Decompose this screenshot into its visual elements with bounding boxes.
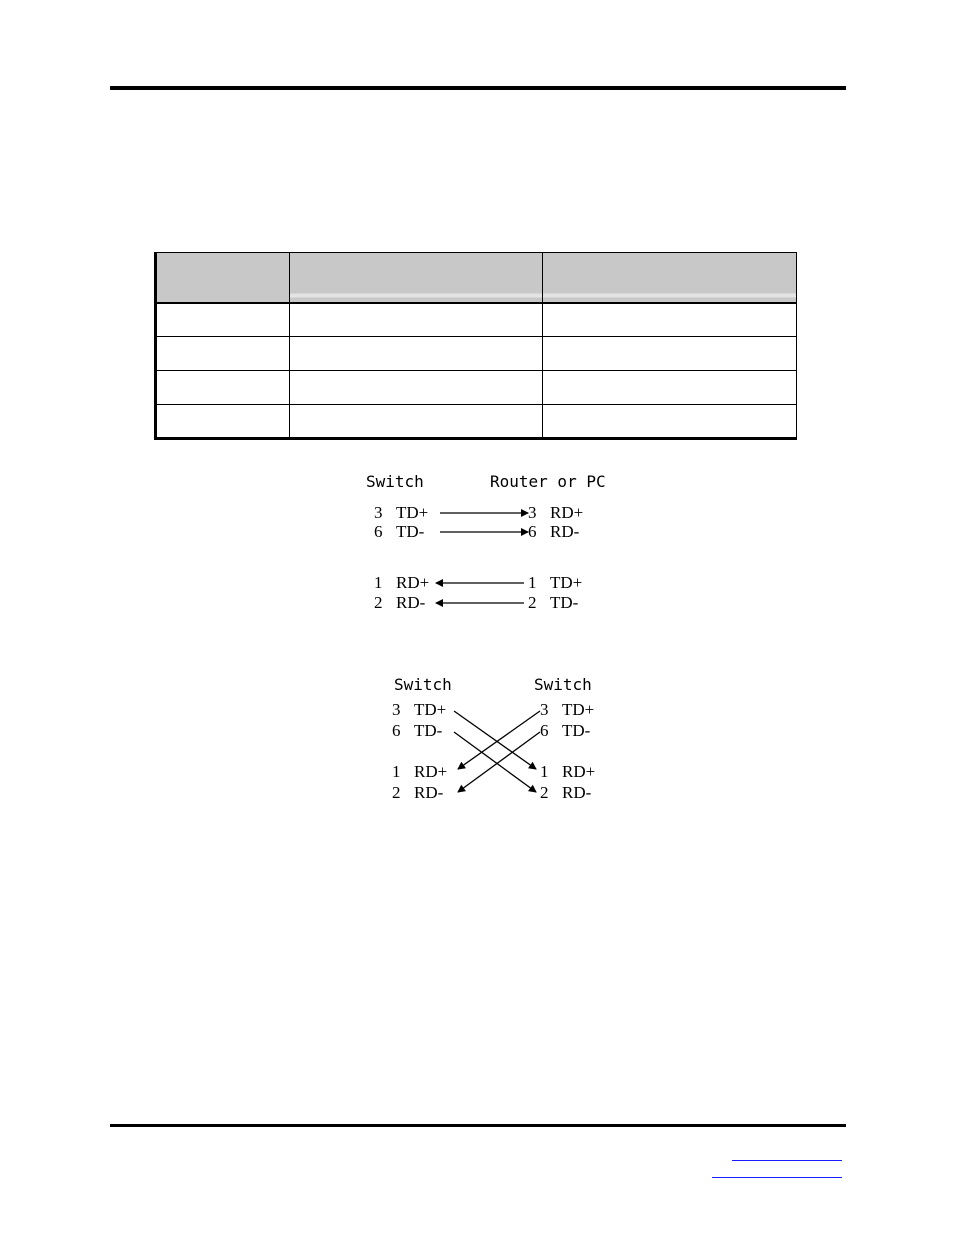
table-row xyxy=(156,371,797,405)
pin-number: 2 xyxy=(540,783,549,802)
footer-link[interactable] xyxy=(732,1160,842,1161)
left-device-title: Switch xyxy=(394,675,452,694)
signal-label: TD+ xyxy=(550,573,583,592)
table-cell xyxy=(543,371,797,405)
pin-number: 3 xyxy=(540,700,549,719)
table-header-cell xyxy=(156,253,290,303)
right-device-title: Switch xyxy=(534,675,592,694)
cross-arrow xyxy=(458,732,540,792)
signal-label: RD+ xyxy=(562,762,596,781)
pin-number: 1 xyxy=(528,573,537,592)
signal-label: TD+ xyxy=(396,503,429,522)
signal-label: TD+ xyxy=(414,700,447,719)
table-header-cell xyxy=(543,253,797,303)
table-header-row xyxy=(156,253,797,303)
pin-assignment-table xyxy=(154,252,797,440)
table-cell xyxy=(156,371,290,405)
table-row xyxy=(156,303,797,337)
crossover-diagram xyxy=(386,668,626,808)
pin-number: 1 xyxy=(374,573,383,592)
left-device-title: Switch xyxy=(366,472,424,491)
table-row xyxy=(156,337,797,371)
pin-number: 1 xyxy=(540,762,549,781)
straight-through-svg xyxy=(360,466,640,616)
pin-number: 3 xyxy=(528,503,537,522)
signal-label: RD- xyxy=(550,522,580,541)
table-cell xyxy=(156,405,290,439)
signal-label: RD- xyxy=(562,783,592,802)
pin-number: 2 xyxy=(392,783,401,802)
signal-label: TD- xyxy=(414,721,443,740)
signal-label: TD- xyxy=(396,522,425,541)
right-device-title: Router or PC xyxy=(490,472,606,491)
pin-number: 6 xyxy=(374,522,383,541)
signal-label: TD+ xyxy=(562,700,595,719)
footer-rule xyxy=(110,1124,846,1127)
pin-number: 6 xyxy=(392,721,401,740)
signal-label: RD+ xyxy=(396,573,430,592)
cross-arrow xyxy=(454,732,536,792)
pin-number: 1 xyxy=(392,762,401,781)
signal-label: RD- xyxy=(396,593,426,612)
signal-label: RD+ xyxy=(414,762,448,781)
table-cell xyxy=(543,303,797,337)
footer-link[interactable] xyxy=(712,1177,842,1178)
signal-label: RD+ xyxy=(550,503,584,522)
table-cell xyxy=(290,371,543,405)
table-cell xyxy=(290,405,543,439)
header-rule xyxy=(110,86,846,90)
table-cell xyxy=(156,337,290,371)
table-header-cell xyxy=(290,253,543,303)
table-cell xyxy=(543,405,797,439)
signal-label: TD- xyxy=(562,721,591,740)
table-row xyxy=(156,405,797,439)
pin-number: 6 xyxy=(528,522,537,541)
crossover-svg xyxy=(386,668,626,808)
cross-arrow xyxy=(458,711,540,769)
signal-label: TD- xyxy=(550,593,579,612)
pin-number: 2 xyxy=(528,593,537,612)
cross-arrow xyxy=(454,711,536,769)
pin-number: 3 xyxy=(374,503,383,522)
straight-through-diagram xyxy=(360,466,640,616)
signal-label: RD- xyxy=(414,783,444,802)
table-cell xyxy=(290,337,543,371)
pin-number: 2 xyxy=(374,593,383,612)
pin-number: 6 xyxy=(540,721,549,740)
table-cell xyxy=(543,337,797,371)
table-cell xyxy=(290,303,543,337)
table-cell xyxy=(156,303,290,337)
pin-number: 3 xyxy=(392,700,401,719)
